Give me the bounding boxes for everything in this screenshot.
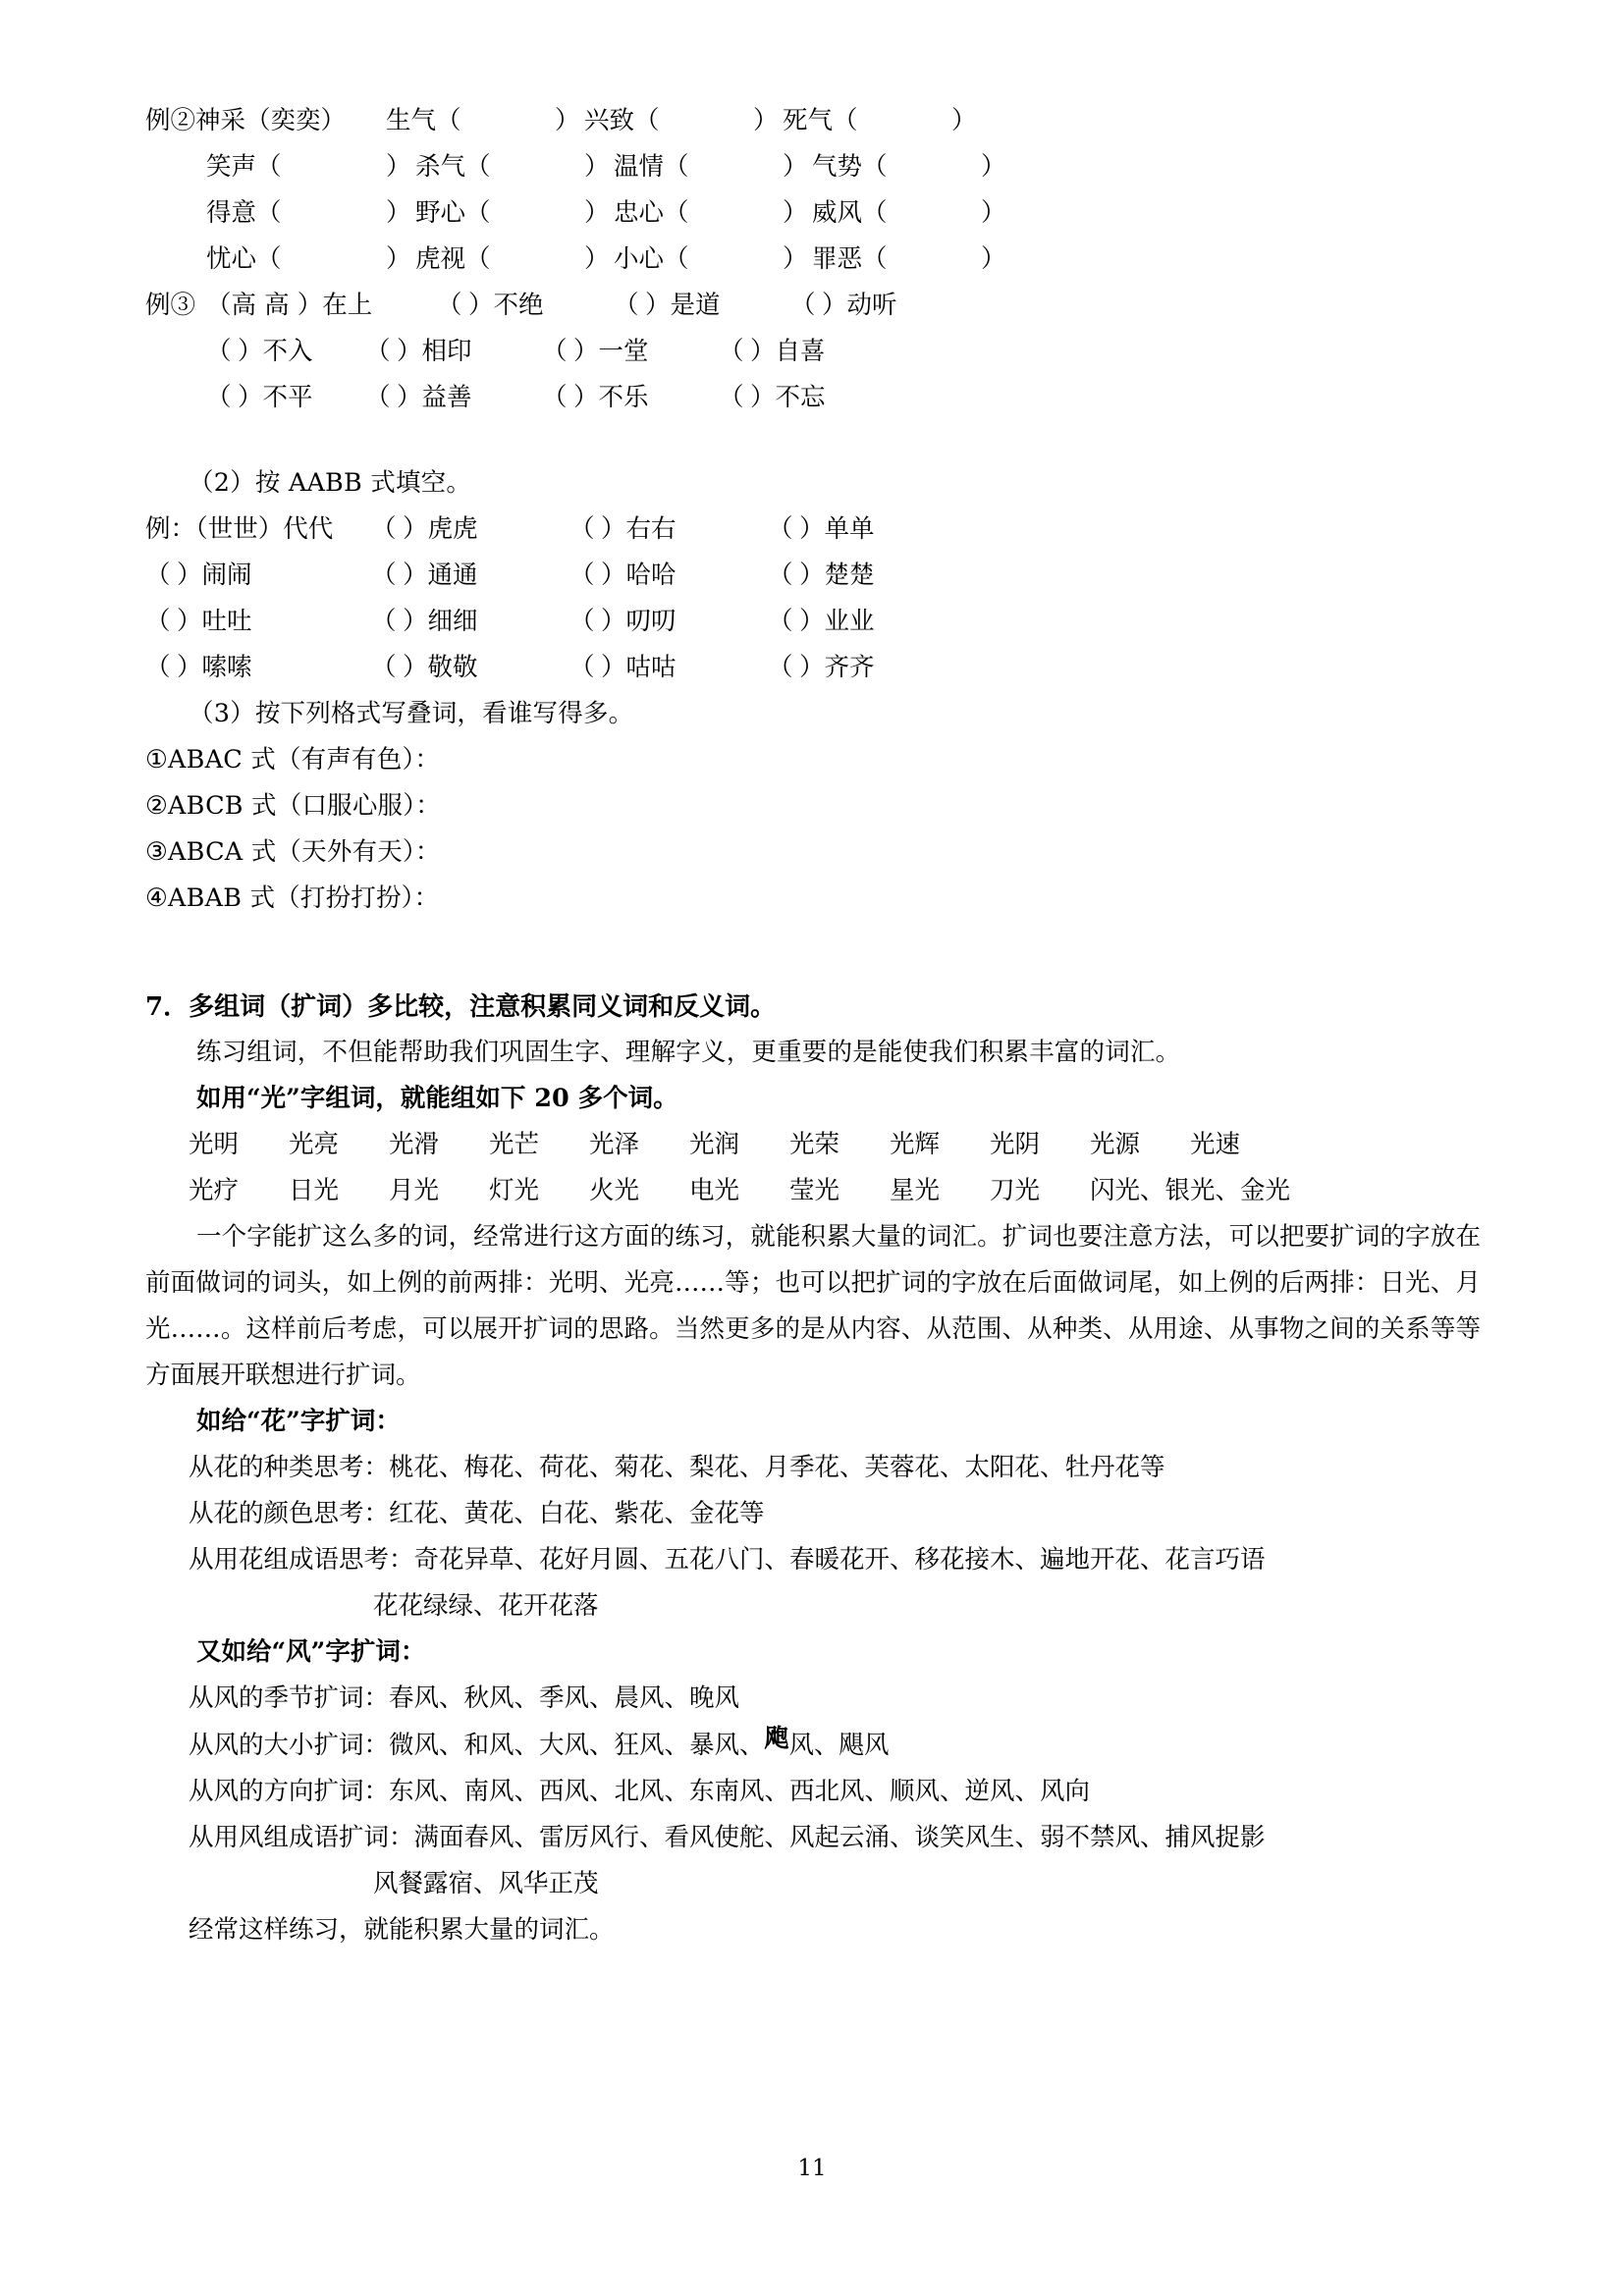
section7-block [145, 985, 1481, 1953]
fill-cell: 野心（ [415, 198, 491, 228]
fill-close-paren: ） [753, 106, 779, 135]
dieci-item-abca: ③ABCA 式（天外有天）： [145, 837, 441, 867]
fill-open-paren: （ [145, 561, 171, 590]
dieci-item-abac: ①ABAC 式（有声有色）： [145, 745, 441, 774]
feng-size-post: 风、飓风 [788, 1731, 890, 1760]
feng-line-idioms: 从用风组成语扩词：满面春风、雷厉风行、看风使舵、风起云涌、谈笑风生、弱不禁风、捕风捉影 [189, 1823, 1266, 1852]
fill-cell: 笑声（ [206, 152, 282, 182]
dieci-item-abcb: ②ABCB 式（口服心服）： [145, 791, 441, 821]
fill-cell: 杀气（ [415, 152, 491, 182]
aabb-block [145, 460, 1481, 691]
fill-cell: 生气（ [386, 106, 461, 135]
feng-size-pre: 从风的大小扩词：微风、和风、大风、狂风、暴风、 [189, 1731, 765, 1760]
aabb-title: （2）按 AABB 式填空。 [189, 468, 472, 498]
fill-close-paren: ） [386, 198, 411, 228]
fill-cell: 得意（ [206, 198, 282, 228]
row-indent [145, 329, 206, 375]
feng-line-season: 从风的季节扩词：春风、秋风、季风、晨风、晚风 [189, 1683, 740, 1713]
fill-cell: ）益善 [397, 383, 472, 412]
fill-cell: ）闹闹 [177, 561, 252, 590]
fill-open-paren: （ [371, 607, 397, 636]
fill-cell: ）楚楚 [799, 561, 875, 590]
fill-open-paren: （ [569, 514, 595, 544]
section7-heading: 7．多组词（扩词）多比较，注意积累同义词和反义词。 [145, 992, 777, 1022]
fill-open-paren: （ [206, 337, 232, 366]
fill-cell: ）单单 [799, 514, 875, 544]
fill-open-paren: （ [768, 514, 793, 544]
hua-line-kinds: 从花的种类思考：桃花、梅花、荷花、菊花、梨花、月季花、芙蓉花、太阳花、牡丹花等 [189, 1453, 1165, 1482]
fill-cell: 温情（ [614, 152, 689, 182]
fill-cell: ）不入 [238, 337, 313, 366]
fill-open-paren: （ [365, 383, 391, 412]
fill-cell: ）敬敬 [403, 653, 478, 682]
exercise2-row [145, 98, 1481, 144]
exercise3-lead: 例③ [145, 291, 196, 320]
exercise3-example: （高 高 ）在上 [206, 291, 373, 320]
fill-cell: ）是道 [645, 291, 721, 320]
fill-open-paren: （ [768, 653, 793, 682]
fill-cell: ）叨叨 [601, 607, 677, 636]
exercise3-row [145, 283, 1481, 329]
fill-cell: 罪恶（ [812, 244, 888, 274]
fill-cell: ）一堂 [573, 337, 649, 366]
block-spacer [145, 421, 1481, 460]
fill-cell: ）咕咕 [601, 653, 677, 682]
hua-line-idioms-cont: 花花绿绿、花开花落 [373, 1591, 599, 1621]
guang-word-row-2: 光疗 日光 月光 灯光 火光 电光 莹光 星光 刀光 闪光、银光、金光 [189, 1176, 1291, 1205]
fill-cell: 小心（ [614, 244, 689, 274]
exercise2-row [145, 237, 1481, 283]
exercise2-lead: 例②神采（奕奕） [145, 106, 347, 135]
fill-cell: 忠心（ [614, 198, 689, 228]
fill-close-paren: ） [584, 244, 610, 274]
fill-open-paren: （ [569, 607, 595, 636]
guang-heading: 如用“光”字组词，就能组如下 20 多个词。 [196, 1084, 678, 1113]
fill-close-paren: ） [981, 244, 1006, 274]
aabb-row [145, 553, 1481, 599]
fill-open-paren: （ [719, 337, 744, 366]
fill-cell: ）哈哈 [601, 561, 677, 590]
fill-cell: ）不绝 [468, 291, 544, 320]
dieci-item-abab: ④ABAB 式（打扮打扮）： [145, 883, 440, 913]
fill-cell: ）不忘 [750, 383, 826, 412]
section7-intro: 练习组词，不但能帮助我们巩固生字、理解字义，更重要的是能使我们积累丰富的词汇。 [196, 1038, 1181, 1067]
fill-cell: ）业业 [799, 607, 875, 636]
dieci-title: （3）按下列格式写叠词，看谁写得多。 [189, 699, 634, 728]
fill-cell: ）动听 [822, 291, 897, 320]
section-spacer [145, 922, 1481, 985]
fill-open-paren: （ [768, 561, 793, 590]
aabb-row [145, 507, 1481, 553]
fill-cell: ）嗦嗦 [177, 653, 252, 682]
exercise3-block [145, 283, 1481, 421]
fill-close-paren: ） [386, 244, 411, 274]
fill-cell: 虎视（ [415, 244, 491, 274]
fill-cell: ）吐吐 [177, 607, 252, 636]
fill-open-paren: （ [371, 514, 397, 544]
hua-heading: 如给“花”字扩词： [196, 1407, 401, 1436]
aabb-row [145, 599, 1481, 645]
fill-open-paren: （ [145, 653, 171, 682]
fill-cell: ）不平 [238, 383, 313, 412]
fill-open-paren: （ [614, 291, 639, 320]
fill-cell: ）通通 [403, 561, 478, 590]
fill-close-paren: ） [783, 152, 808, 182]
hua-line-colors: 从花的颜色思考：红花、黄花、白花、紫花、金花等 [189, 1499, 765, 1528]
fill-open-paren: （ [719, 383, 744, 412]
fill-open-paren: （ [371, 653, 397, 682]
feng-line-idioms-cont: 风餐露宿、风华正茂 [373, 1869, 599, 1898]
fill-close-paren: ） [584, 152, 610, 182]
aabb-row [145, 645, 1481, 691]
aabb-example-lead: 例：（世世）代代 [145, 514, 334, 544]
fill-cell: 威风（ [812, 198, 888, 228]
exercise2-row [145, 190, 1481, 237]
fill-close-paren: ） [584, 198, 610, 228]
feng-size-odd-glyph: 飑 [764, 1724, 789, 1752]
fill-cell: ）齐齐 [799, 653, 875, 682]
fill-close-paren: ） [783, 198, 808, 228]
expand-paragraph: 一个字能扩这么多的词，经常进行这方面的练习，就能积累大量的词汇。扩词也要注意方法，可以把要扩词的字放在前面做词的词头，如上例的前两排：光明、光亮……等；也可以把扩词的字放在后面做词尾，如上例的后两排：日光、月光……。这样前后考虑，可以展开扩词的思路。当然更多的是从内容、从范围、从种类、从用途、从事物之间的关系等等方面展开联想进行扩词。 [145, 1222, 1481, 1390]
fill-close-paren: ） [981, 198, 1006, 228]
fill-close-paren: ） [783, 244, 808, 274]
section7-closing: 经常这样练习，就能积累大量的词汇。 [189, 1915, 615, 1945]
exercise2-block [145, 98, 1481, 283]
fill-cell: ）相印 [397, 337, 472, 366]
fill-open-paren: （ [145, 607, 171, 636]
fill-open-paren: （ [206, 383, 232, 412]
exercise3-row [145, 375, 1481, 421]
fill-open-paren: （ [542, 383, 568, 412]
fill-cell: ）虎虎 [403, 514, 478, 544]
row-indent [145, 190, 206, 237]
fill-open-paren: （ [365, 337, 391, 366]
fill-cell: ）自喜 [750, 337, 826, 366]
row-indent [145, 237, 206, 283]
feng-line-size [145, 1722, 1481, 1769]
feng-line-direction: 从风的方向扩词：东风、南风、西风、北风、东南风、西北风、顺风、逆风、风向 [189, 1777, 1091, 1806]
exercise2-row [145, 144, 1481, 190]
fill-cell: ）右右 [601, 514, 677, 544]
fill-open-paren: （ [768, 607, 793, 636]
fill-open-paren: （ [371, 561, 397, 590]
fill-cell: ）不乐 [573, 383, 649, 412]
fill-cell: ）细细 [403, 607, 478, 636]
feng-heading: 又如给“风”字扩词： [196, 1637, 426, 1667]
fill-open-paren: （ [569, 561, 595, 590]
fill-close-paren: ） [951, 106, 977, 135]
fill-open-paren: （ [437, 291, 462, 320]
fill-cell: 气势（ [812, 152, 888, 182]
fill-close-paren: ） [981, 152, 1006, 182]
fill-cell: 死气（ [783, 106, 858, 135]
dieci-block [145, 691, 1481, 922]
row-indent [145, 144, 206, 190]
fill-cell: 忧心（ [206, 244, 282, 274]
fill-close-paren: ） [555, 106, 580, 135]
exercise3-row [145, 329, 1481, 375]
page-content [145, 98, 1481, 1953]
hua-line-idioms: 从用花组成语思考：奇花异草、花好月圆、五花八门、春暖花开、移花接木、遍地开花、花言巧语 [189, 1545, 1266, 1575]
page-number: 11 [797, 2156, 827, 2181]
fill-close-paren: ） [386, 152, 411, 182]
fill-open-paren: （ [542, 337, 568, 366]
fill-open-paren: （ [790, 291, 816, 320]
guang-word-row-1: 光明 光亮 光滑 光芒 光泽 光润 光荣 光辉 光阴 光源 光速 [189, 1130, 1241, 1159]
fill-cell: 兴致（ [584, 106, 660, 135]
fill-open-paren: （ [569, 653, 595, 682]
row-indent [145, 375, 206, 421]
